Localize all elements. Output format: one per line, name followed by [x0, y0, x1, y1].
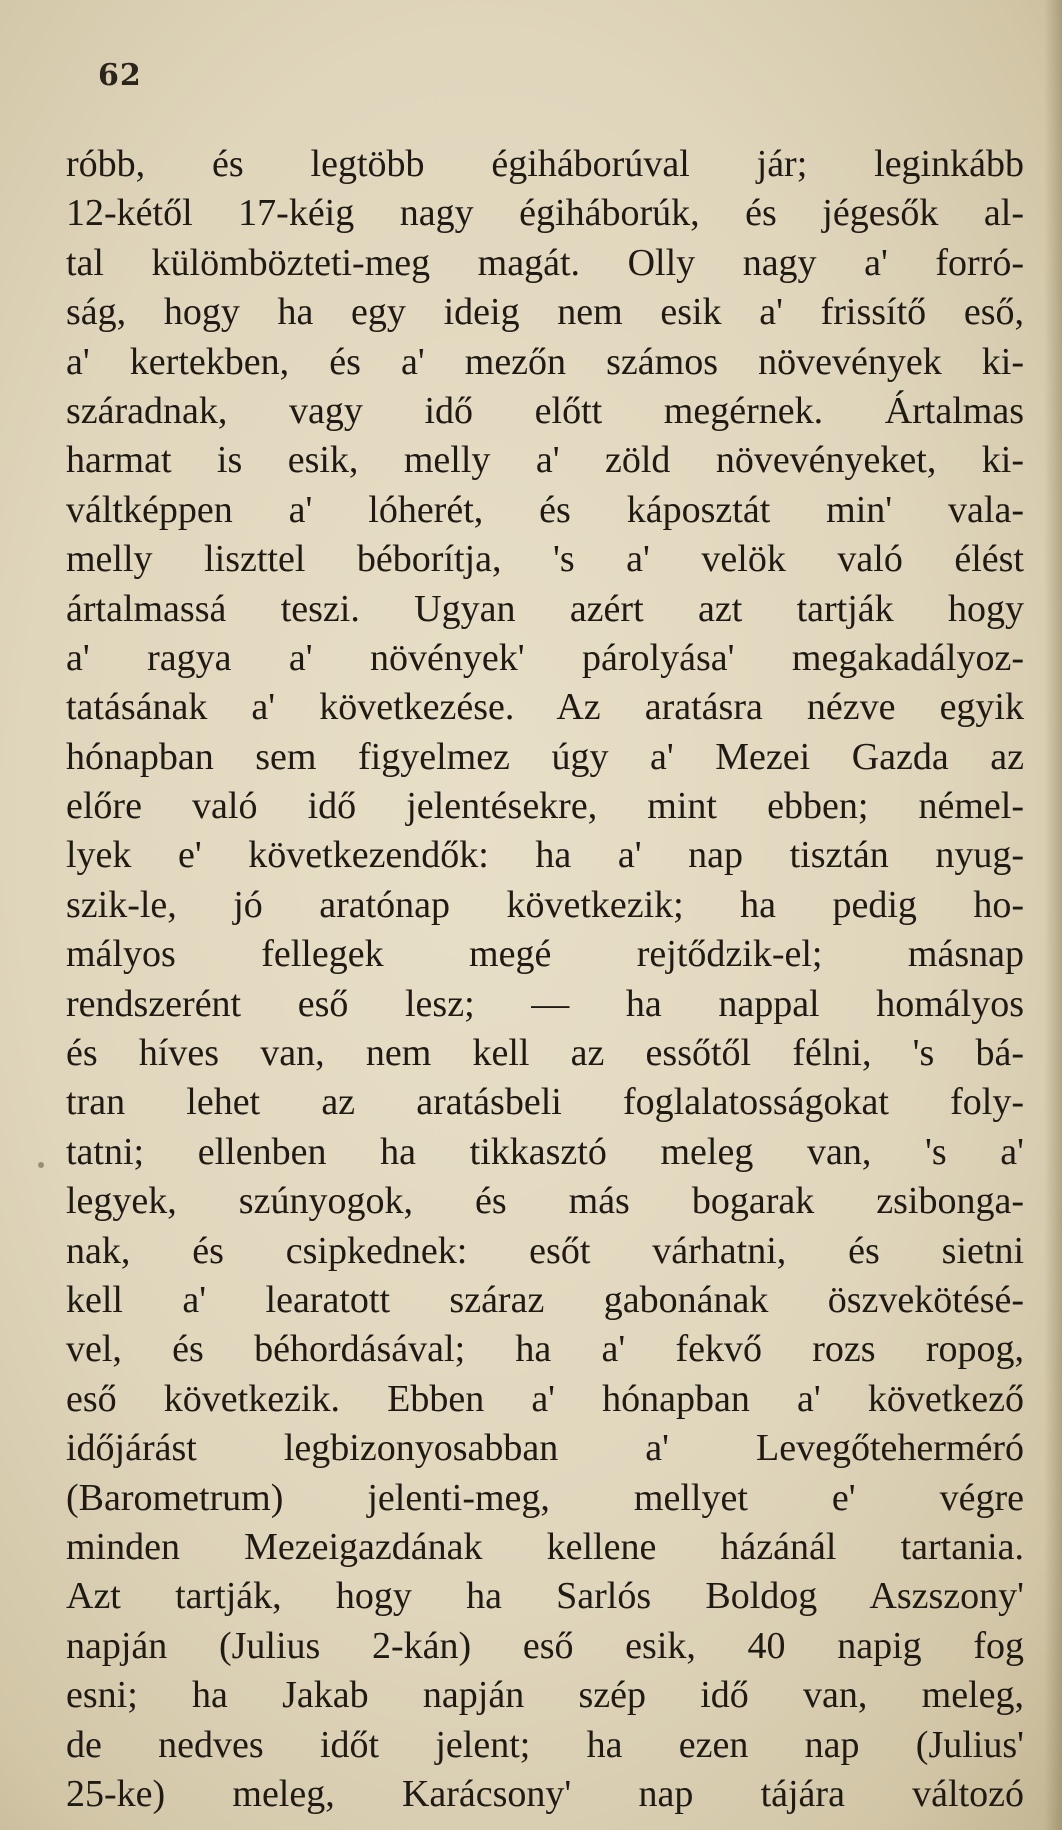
- text-line: hónapban sem figyelmez úgy a' Mezei Gazda az: [66, 735, 1024, 778]
- text-line: (Barometrum) jelenti-meg, mellyet e' végre: [66, 1476, 1024, 1519]
- text-line: minden Mezeigazdának kellene házánál tartania.: [66, 1525, 1024, 1568]
- text-line: harmat is esik, melly a' zöld növevényeket, ki-: [66, 439, 1024, 482]
- text-line: és híves van, nem kell az essőtől félni, 's bá-: [66, 1032, 1024, 1075]
- text-line: ártalmassá teszi. Ugyan azért azt tartják hogy: [66, 587, 1024, 630]
- page-edge-shadow: [1044, 0, 1062, 1830]
- text-line: rendszerént eső lesz; — ha nappal homályos: [66, 982, 1024, 1025]
- text-line: mályos fellegek megé rejtődzik-el; másnap: [66, 933, 1024, 976]
- text-line: 12-kétől 17-kéig nagy égiháborúk, és jégesők al-: [66, 192, 1024, 235]
- text-line: lyek e' következendők: ha a' nap tisztán nyug-: [66, 834, 1024, 877]
- text-line: tal külömbözteti-meg magát. Olly nagy a' forró-: [66, 241, 1024, 284]
- text-line: 25-ke) meleg, Karácsony' nap tájára változó: [66, 1772, 1024, 1815]
- text-line: legyek, szúnyogok, és más bogarak zsibonga-: [66, 1180, 1024, 1223]
- text-line: de nedves időt jelent; ha ezen nap (Julius': [66, 1723, 1024, 1766]
- text-line: szik-le, jó aratónap következik; ha pedig ho-: [66, 883, 1024, 926]
- text-line: száradnak, vagy idő előtt megérnek. Ártalmas: [66, 389, 1024, 432]
- text-line: róbb, és legtöbb égiháborúval jár; leginkább: [66, 143, 1024, 185]
- text-line: ság, hogy ha egy ideig nem esik a' frissítő eső,: [66, 291, 1024, 334]
- text-line: tatni; ellenben ha tikkasztó meleg van, 's a': [66, 1130, 1024, 1173]
- text-line: kell a' learatott száraz gabonának öszvekötésé-: [66, 1278, 1024, 1321]
- text-line: tatásának a' következése. Az aratásra nézve egyik: [66, 686, 1024, 729]
- text-line: Azt tartják, hogy ha Sarlós Boldog Aszszony': [66, 1575, 1024, 1618]
- text-line: napján (Julius 2-kán) eső esik, 40 napig fog: [66, 1624, 1024, 1667]
- text-line: a' ragya a' növények' párolyása' megakadályoz-: [66, 636, 1024, 679]
- text-line: váltképpen a' lóherét, és káposztát min' vala-: [66, 488, 1024, 531]
- text-line: eső következik. Ebben a' hónapban a' következő: [66, 1377, 1024, 1420]
- text-line: időjárást legbizonyosabban a' Levegőteherméró: [66, 1427, 1024, 1470]
- body-text: [66, 140, 1024, 1819]
- text-line: melly liszttel béborítja, 's a' velök való élést: [66, 538, 1024, 581]
- text-line: esni; ha Jakab napján szép idő van, meleg,: [66, 1674, 1024, 1717]
- text-line: vel, és béhordásával; ha a' fekvő rozs ropog,: [66, 1328, 1024, 1371]
- page-number: 62: [98, 58, 142, 93]
- text-line: tran lehet az aratásbeli foglalatosságokat foly-: [66, 1081, 1024, 1124]
- text-line: nak, és csipkednek: esőt várhatni, és sietni: [66, 1229, 1024, 1272]
- paper-speck: [38, 1162, 44, 1168]
- text-line: előre való idő jelentésekre, mint ebben; némel-: [66, 785, 1024, 828]
- text-line: a' kertekben, és a' mezőn számos növevények ki-: [66, 340, 1024, 383]
